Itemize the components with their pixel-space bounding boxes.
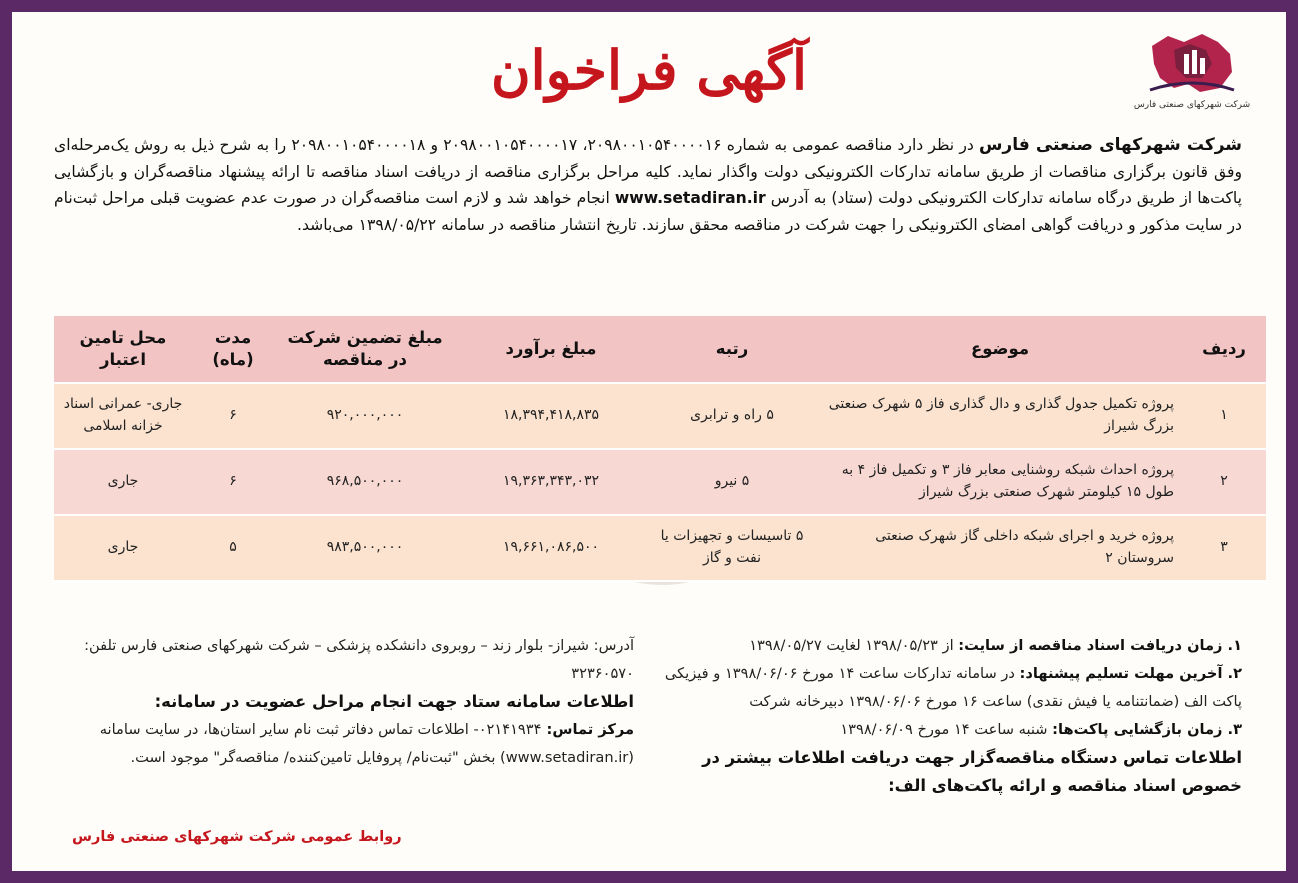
header-duration: مدت (ماه) (192, 316, 274, 383)
table-row (54, 449, 1266, 515)
intro-text-1: در نظر دارد مناقصه عمومی به شماره ۲۰۹۸۰۰۱۰۵۴۰۰۰۰۱۶، ۲۰۹۸۰۰۱۰۵۴۰۰۰۰۱۷ و ۲۰۹۸۰۰۱۰۵۴۰۰۰۰۱۸ را به شرح ذیل به روش یک‌مرحله‌ای وفق قانون برگزاری مناقصات از طریق سامانه تدارکات الکترونیکی دولت واگذار نماید. کلیه مراحل برگزاری مناقصه از دریافت اسناد مناقصه تا ارائه پیشنهاد مناقصه‌گران و بازگشایی پاکت‌ها از طریق درگاه سامانه تدارکات الکترونیکی دولت (ستاد) به آدرس (54, 136, 1243, 207)
cell-grade: ۵ تاسیسات و تجهیزات یا نفت و گاز (646, 515, 818, 581)
item-2-text: در سامانه تدارکات ساعت ۱۴ مورخ ۱۳۹۸/۰۶/۰۶ و فیزیکی پاکت الف (ضمانتنامه یا فیش نقدی) ساعت ۱۶ مورخ ۱۳۹۸/۰۶/۰۶ دبیرخانه شرکت (664, 665, 1242, 710)
cell-subject: پروژه احداث شبکه روشنایی معابر فاز ۳ و تکمیل فاز ۴ به طول ۱۵ کیلومتر شهرک صنعتی بزرگ شیراز (818, 449, 1182, 515)
page-title: آگهی فراخوان (491, 38, 807, 102)
header-estimate: مبلغ برآورد (456, 316, 646, 383)
item-1-text: از ۱۳۹۸/۰۵/۲۳ لغایت ۱۳۹۸/۰۵/۲۷ (749, 637, 959, 654)
item-document-receipt (662, 632, 1242, 660)
cell-row-number: ۳ (1182, 515, 1266, 581)
item-3-text: شنبه ساعت ۱۴ مورخ ۱۳۹۸/۰۶/۰۹ (840, 721, 1053, 738)
center-label: مرکز تماس: (541, 721, 634, 738)
center-phone: ۰۲۱۴۱۹۳۴ (478, 721, 542, 738)
cell-guarantee: ۹۶۸,۵۰۰,۰۰۰ (274, 449, 456, 515)
item-1-label: ۱. زمان دریافت اسناد مناقصه از سایت: (958, 637, 1242, 654)
cell-row-number: ۲ (1182, 449, 1266, 515)
setad-url[interactable]: www.setadiran.ir (614, 189, 766, 207)
header-grade: رتبه (646, 316, 818, 383)
footer-signature: روابط عمومی شرکت شهرکهای صنعتی فارس (72, 829, 402, 845)
intro-paragraph (54, 132, 1242, 238)
cell-grade: ۵ نیرو (646, 449, 818, 515)
setad-heading: اطلاعات سامانه ستاد جهت انجام مراحل عضویت در سامانه: (154, 692, 634, 711)
cell-subject: پروژه خرید و اجرای شبکه داخلی گاز شهرک صنعتی سروستان ۲ (818, 515, 1182, 581)
tender-table (54, 316, 1266, 582)
table-row (54, 383, 1266, 449)
cell-funding: جاری- عمرانی اسناد خزانه اسلامی (54, 383, 192, 449)
center-text: - اطلاعات تماس دفاتر ثبت نام سایر استان‌ها، در سایت سامانه ( (99, 721, 634, 766)
contact-center (54, 716, 634, 772)
contact-heading: اطلاعات تماس دستگاه مناقصه‌گزار جهت دریافت اطلاعات بیشتر در خصوص اسناد مناقصه و ارائه پاکت‌های الف: (702, 748, 1242, 795)
table-row (54, 515, 1266, 581)
center-url[interactable]: www.setadiran.ir (505, 749, 629, 766)
item-3-label: ۳. زمان بازگشایی پاکت‌ها: (1052, 721, 1242, 738)
schedule-column (662, 632, 1242, 800)
cell-duration: ۵ (192, 515, 274, 581)
item-opening (662, 716, 1242, 744)
cell-guarantee: ۹۸۳,۵۰۰,۰۰۰ (274, 515, 456, 581)
header-guarantee: مبلغ تضمین شرکت در مناقصه (274, 316, 456, 383)
cell-estimate: ۱۹,۶۶۱,۰۸۶,۵۰۰ (456, 515, 646, 581)
cell-duration: ۶ (192, 449, 274, 515)
cell-grade: ۵ راه و ترابری (646, 383, 818, 449)
center-text-2: ) بخش "ثبت‌نام/ پروفایل تامین‌کننده/ مناقصه‌گر" موجود است. (130, 749, 506, 766)
header-funding: محل تامین اعتبار (54, 316, 192, 383)
cell-subject: پروژه تکمیل جدول گذاری و دال گذاری فاز ۵ شهرک صنعتی بزرگ شیراز (818, 383, 1182, 449)
company-name: شرکت شهرکهای صنعتی فارس (978, 135, 1242, 155)
logo-caption: شرکت شهرکهای صنعتی فارس (1133, 100, 1251, 110)
item-2-label: ۲. آخرین مهلت تسلیم پیشنهاد: (1019, 665, 1242, 682)
cell-estimate: ۱۹,۳۶۳,۳۴۳,۰۳۲ (456, 449, 646, 515)
cell-guarantee: ۹۲۰,۰۰۰,۰۰۰ (274, 383, 456, 449)
intro-text-2: انجام خواهد شد و لازم است مناقصه‌گران در صورت عدم عضویت قبلی مراحل ثبت‌نام در سایت مذکور و دریافت گواهی امضای الکترونیکی را جهت شرکت در مناقصه محقق سازند. تاریخ انتشار مناقصه در سامانه ۱۳۹۸/۰۵/۲۲ می‌باشد. (54, 189, 1242, 234)
cell-row-number: ۱ (1182, 383, 1266, 449)
cell-funding: جاری (54, 515, 192, 581)
table-header-row (54, 316, 1266, 383)
header-row-number: ردیف (1182, 316, 1266, 383)
cell-funding: جاری (54, 449, 192, 515)
cell-estimate: ۱۸,۳۹۴,۴۱۸,۸۳۵ (456, 383, 646, 449)
contact-column (54, 632, 634, 772)
item-deadline (662, 660, 1242, 716)
address-text: آدرس: شیراز- بلوار زند – روبروی دانشکده پزشکی – شرکت شهرکهای صنعتی فارس تلفن: ۳۲۳۶۰۵۷۰ (84, 637, 634, 682)
header-subject: موضوع (818, 316, 1182, 383)
cell-duration: ۶ (192, 383, 274, 449)
announcement (12, 12, 1286, 871)
